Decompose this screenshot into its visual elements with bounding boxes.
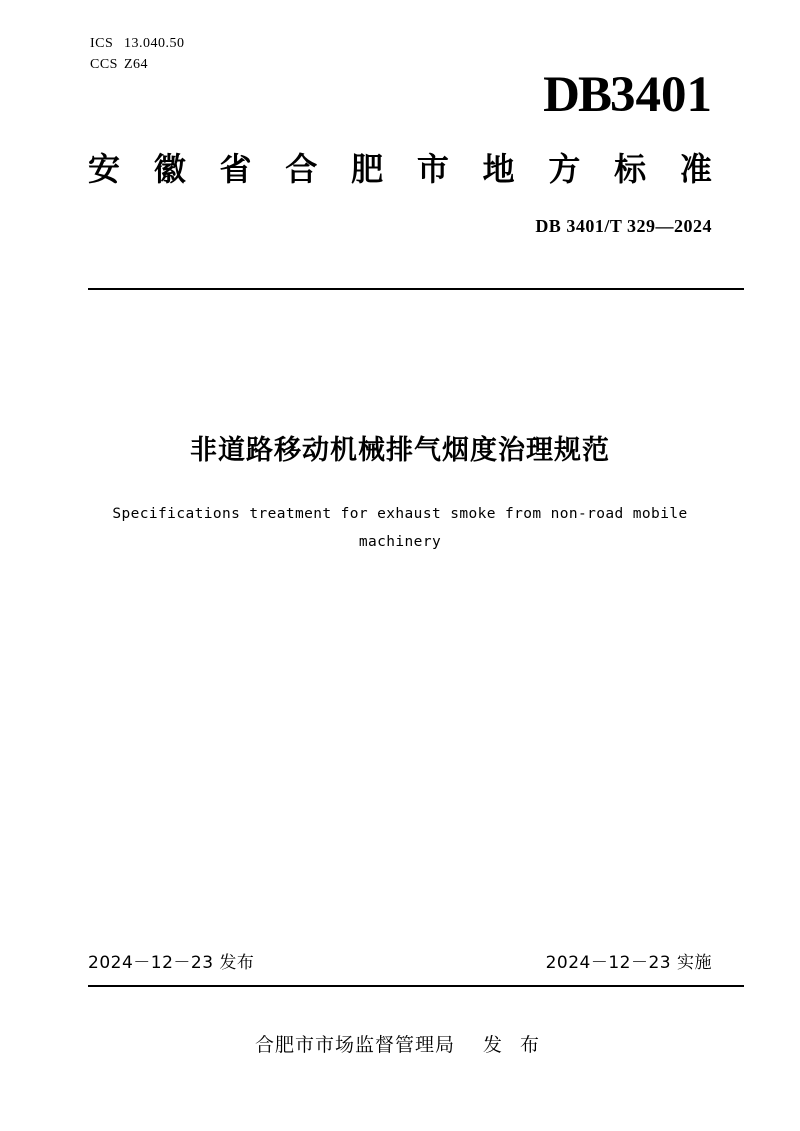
document-title-english (112, 500, 688, 556)
implement-date: 2024－12－23 实施 (545, 953, 712, 973)
header-divider (88, 288, 744, 290)
authority-char-6: 地 (482, 150, 515, 188)
ics-value: 13.040.50 (124, 36, 185, 51)
authority-char-3: 合 (285, 150, 318, 188)
db-mark-number: 3401 (610, 67, 712, 123)
dates-row (88, 948, 712, 973)
authority-char-4: 肥 (351, 150, 384, 188)
standard-authority-title (88, 148, 712, 190)
ics-line (90, 33, 185, 54)
authority-char-2: 省 (219, 150, 252, 188)
ccs-value: Z64 (124, 57, 149, 72)
authority-char-5: 市 (416, 150, 449, 188)
document-title-english-line1: Specifications treatment for exhaust smoke from non-road mobile (112, 506, 688, 522)
publisher-name: 合肥市市场监督管理局 (254, 1034, 455, 1056)
classification-block (90, 33, 185, 75)
authority-char-0: 安 (88, 150, 121, 188)
publisher-line (88, 1030, 712, 1057)
ics-label: ICS (90, 36, 114, 51)
authority-char-9: 准 (679, 150, 712, 188)
ccs-label: CCS (90, 57, 118, 72)
document-title-chinese: 非道路移动机械排气烟度治理规范 (190, 435, 610, 466)
standard-code: DB 3401/T 329—2024 (535, 216, 712, 236)
authority-char-1: 徽 (153, 150, 186, 188)
authority-char-8: 标 (614, 150, 647, 188)
document-title-english-line2: machinery (358, 534, 442, 550)
db-mark-prefix: DB (543, 67, 610, 123)
footer-divider (88, 985, 744, 987)
publisher-action: 发 布 (482, 1034, 546, 1056)
issue-date: 2024－12－23 发布 (88, 953, 255, 973)
ccs-line (90, 54, 185, 75)
db-mark (543, 68, 712, 123)
authority-char-7: 方 (548, 150, 581, 188)
